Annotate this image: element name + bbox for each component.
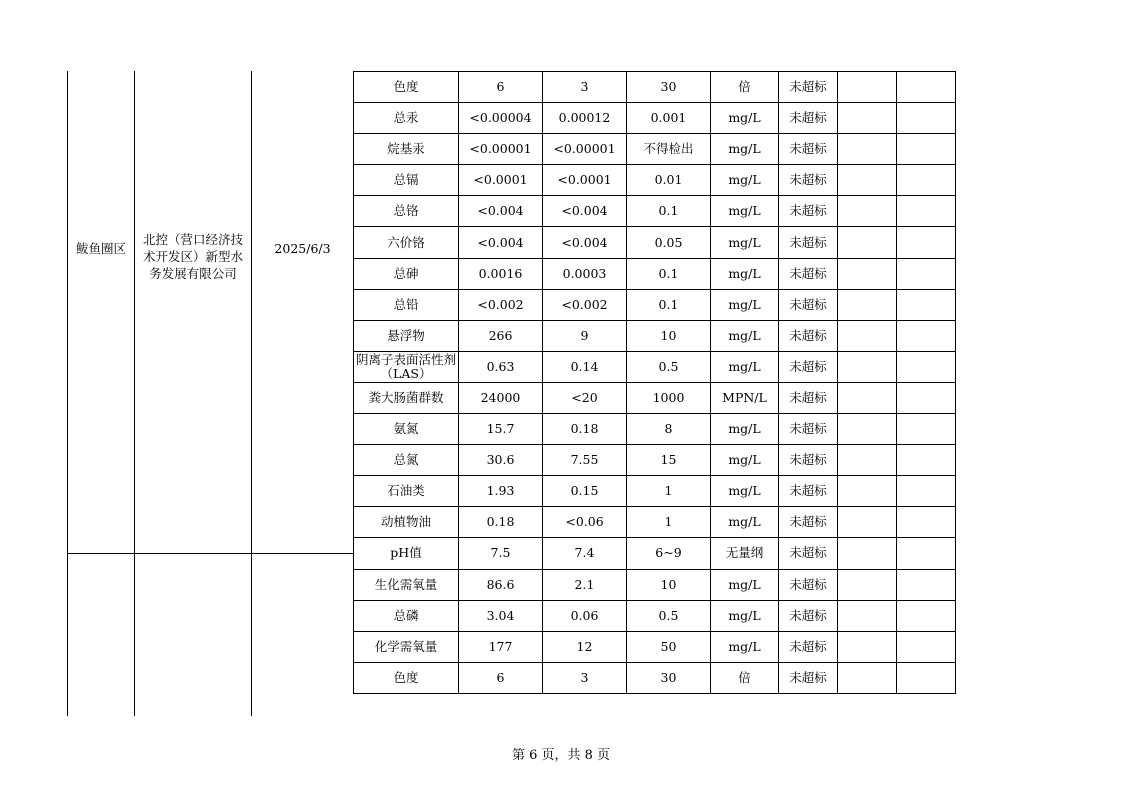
cell-limit: 30 xyxy=(627,662,711,693)
cell-inlet: 0.0016 xyxy=(459,258,543,289)
cell-outlet: <0.06 xyxy=(543,507,627,538)
cell-empty xyxy=(838,631,897,662)
cell-outlet: <0.00001 xyxy=(543,134,627,165)
cell-result: 未超标 xyxy=(779,631,838,662)
table-row xyxy=(354,72,956,103)
left-border-3 xyxy=(251,71,252,716)
cell-inlet: 0.18 xyxy=(459,507,543,538)
cell-unit: 倍 xyxy=(711,662,779,693)
table-row xyxy=(354,476,956,507)
cell-inlet: 7.5 xyxy=(459,538,543,569)
cell-empty xyxy=(897,351,956,382)
cell-empty xyxy=(838,476,897,507)
cell-inlet: 6 xyxy=(459,662,543,693)
cell-limit: 0.01 xyxy=(627,165,711,196)
cell-unit: mg/L xyxy=(711,476,779,507)
cell-item: 总镉 xyxy=(354,165,459,196)
cell-unit: mg/L xyxy=(711,507,779,538)
table-row xyxy=(354,569,956,600)
cell-item: 化学需氧量 xyxy=(354,631,459,662)
cell-limit: 6~9 xyxy=(627,538,711,569)
cell-result: 未超标 xyxy=(779,103,838,134)
cell-empty xyxy=(838,538,897,569)
cell-inlet: 6 xyxy=(459,72,543,103)
cell-empty xyxy=(838,569,897,600)
cell-limit: 8 xyxy=(627,414,711,445)
cell-empty xyxy=(897,227,956,258)
cell-empty xyxy=(897,382,956,413)
cell-limit: 0.5 xyxy=(627,600,711,631)
cell-item: 总磷 xyxy=(354,600,459,631)
cell-limit: 10 xyxy=(627,320,711,351)
cell-empty xyxy=(838,382,897,413)
cell-unit: mg/L xyxy=(711,196,779,227)
cell-outlet: 3 xyxy=(543,72,627,103)
cell-unit: mg/L xyxy=(711,631,779,662)
table-row xyxy=(354,414,956,445)
cell-inlet: <0.0001 xyxy=(459,165,543,196)
cell-empty xyxy=(897,165,956,196)
cell-limit: 0.05 xyxy=(627,227,711,258)
cell-outlet: 0.14 xyxy=(543,351,627,382)
cell-unit: mg/L xyxy=(711,445,779,476)
table-row xyxy=(354,165,956,196)
cell-outlet: <0.004 xyxy=(543,196,627,227)
table-row xyxy=(354,600,956,631)
cell-empty xyxy=(838,134,897,165)
cell-empty xyxy=(897,414,956,445)
cell-limit: 10 xyxy=(627,569,711,600)
cell-result: 未超标 xyxy=(779,382,838,413)
cell-unit: 倍 xyxy=(711,72,779,103)
cell-result: 未超标 xyxy=(779,445,838,476)
table-row xyxy=(354,289,956,320)
cell-result: 未超标 xyxy=(779,351,838,382)
cell-empty xyxy=(838,72,897,103)
cell-outlet: 0.00012 xyxy=(543,103,627,134)
table-row xyxy=(354,538,956,569)
cell-empty xyxy=(897,72,956,103)
cell-inlet: 30.6 xyxy=(459,445,543,476)
cell-empty xyxy=(897,569,956,600)
cell-limit: 0.5 xyxy=(627,351,711,382)
cell-result: 未超标 xyxy=(779,569,838,600)
cell-unit: mg/L xyxy=(711,134,779,165)
cell-item: 粪大肠菌群数 xyxy=(354,382,459,413)
cell-item: pH值 xyxy=(354,538,459,569)
cell-item: 阴离子表面活性剂（LAS） xyxy=(354,351,459,382)
cell-result: 未超标 xyxy=(779,414,838,445)
cell-empty xyxy=(897,103,956,134)
table-row xyxy=(354,320,956,351)
cell-outlet: <0.0001 xyxy=(543,165,627,196)
cell-inlet: <0.004 xyxy=(459,196,543,227)
cell-result: 未超标 xyxy=(779,289,838,320)
cell-limit: 50 xyxy=(627,631,711,662)
cell-inlet: <0.004 xyxy=(459,227,543,258)
cell-inlet: 3.04 xyxy=(459,600,543,631)
cell-outlet: <0.004 xyxy=(543,227,627,258)
cell-result: 未超标 xyxy=(779,600,838,631)
cell-outlet: 7.55 xyxy=(543,445,627,476)
cell-empty xyxy=(897,196,956,227)
cell-inlet: <0.002 xyxy=(459,289,543,320)
cell-result: 未超标 xyxy=(779,258,838,289)
cell-item: 总砷 xyxy=(354,258,459,289)
cell-empty xyxy=(838,445,897,476)
cell-inlet: 24000 xyxy=(459,382,543,413)
table-row xyxy=(354,631,956,662)
cell-empty xyxy=(897,445,956,476)
cell-inlet: 0.63 xyxy=(459,351,543,382)
cell-unit: mg/L xyxy=(711,351,779,382)
cell-outlet: <0.002 xyxy=(543,289,627,320)
page-footer: 第 6 页，共 8 页 xyxy=(511,748,611,763)
cell-empty xyxy=(897,507,956,538)
cell-outlet: 7.4 xyxy=(543,538,627,569)
table-row xyxy=(354,662,956,693)
cell-outlet: <20 xyxy=(543,382,627,413)
cell-inlet: 266 xyxy=(459,320,543,351)
table-row xyxy=(354,103,956,134)
cell-limit: 15 xyxy=(627,445,711,476)
cell-limit: 1 xyxy=(627,476,711,507)
table-row xyxy=(354,351,956,382)
cell-empty xyxy=(897,600,956,631)
cell-outlet: 0.18 xyxy=(543,414,627,445)
cell-inlet: 86.6 xyxy=(459,569,543,600)
cell-item: 动植物油 xyxy=(354,507,459,538)
table-row xyxy=(354,258,956,289)
cell-outlet: 0.06 xyxy=(543,600,627,631)
district-cell: 鲅鱼圈区 xyxy=(75,241,126,256)
cell-result: 未超标 xyxy=(779,72,838,103)
date-cell: 2025/6/3 xyxy=(274,241,331,256)
cell-empty xyxy=(897,258,956,289)
cell-item: 总氮 xyxy=(354,445,459,476)
cell-empty xyxy=(838,196,897,227)
cell-empty xyxy=(838,600,897,631)
cell-empty xyxy=(897,662,956,693)
cell-empty xyxy=(897,289,956,320)
cell-item: 总铬 xyxy=(354,196,459,227)
cell-item: 烷基汞 xyxy=(354,134,459,165)
cell-limit: 0.1 xyxy=(627,258,711,289)
cell-unit: mg/L xyxy=(711,103,779,134)
cell-limit: 0.1 xyxy=(627,196,711,227)
cell-inlet: 177 xyxy=(459,631,543,662)
table-row xyxy=(354,196,956,227)
cell-item: 生化需氧量 xyxy=(354,569,459,600)
left-border-2 xyxy=(134,71,135,716)
cell-outlet: 2.1 xyxy=(543,569,627,600)
table-row xyxy=(354,382,956,413)
table-row xyxy=(354,227,956,258)
cell-empty xyxy=(838,289,897,320)
cell-result: 未超标 xyxy=(779,320,838,351)
cell-inlet: <0.00004 xyxy=(459,103,543,134)
cell-outlet: 0.15 xyxy=(543,476,627,507)
cell-limit: 不得检出 xyxy=(627,134,711,165)
cell-item: 总铅 xyxy=(354,289,459,320)
cell-item: 悬浮物 xyxy=(354,320,459,351)
cell-empty xyxy=(838,320,897,351)
cell-empty xyxy=(897,538,956,569)
cell-result: 未超标 xyxy=(779,507,838,538)
cell-result: 未超标 xyxy=(779,538,838,569)
cell-empty xyxy=(838,165,897,196)
cell-empty xyxy=(838,662,897,693)
cell-limit: 1 xyxy=(627,507,711,538)
cell-inlet: <0.00001 xyxy=(459,134,543,165)
cell-unit: mg/L xyxy=(711,227,779,258)
cell-empty xyxy=(897,476,956,507)
cell-outlet: 12 xyxy=(543,631,627,662)
cell-unit: mg/L xyxy=(711,569,779,600)
cell-item: 色度 xyxy=(354,72,459,103)
cell-item: 六价铬 xyxy=(354,227,459,258)
cell-unit: 无量纲 xyxy=(711,538,779,569)
cell-unit: mg/L xyxy=(711,258,779,289)
cell-empty xyxy=(897,320,956,351)
cell-inlet: 15.7 xyxy=(459,414,543,445)
cell-unit: mg/L xyxy=(711,600,779,631)
cell-result: 未超标 xyxy=(779,196,838,227)
cell-outlet: 9 xyxy=(543,320,627,351)
cell-unit: mg/L xyxy=(711,165,779,196)
cell-empty xyxy=(897,631,956,662)
cell-item: 石油类 xyxy=(354,476,459,507)
cell-outlet: 0.0003 xyxy=(543,258,627,289)
cell-outlet: 3 xyxy=(543,662,627,693)
cell-inlet: 1.93 xyxy=(459,476,543,507)
cell-item: 色度 xyxy=(354,662,459,693)
cell-result: 未超标 xyxy=(779,476,838,507)
cell-empty xyxy=(838,103,897,134)
monitoring-table xyxy=(353,71,956,694)
company-cell: 北控（营口经济技术开发区）新型水务发展有限公司 xyxy=(142,232,243,281)
cell-limit: 30 xyxy=(627,72,711,103)
cell-limit: 0.001 xyxy=(627,103,711,134)
cell-item: 总汞 xyxy=(354,103,459,134)
cell-result: 未超标 xyxy=(779,662,838,693)
cell-empty xyxy=(838,227,897,258)
table-row xyxy=(354,134,956,165)
cell-empty xyxy=(838,414,897,445)
cell-empty xyxy=(838,351,897,382)
cell-unit: mg/L xyxy=(711,320,779,351)
cell-result: 未超标 xyxy=(779,134,838,165)
cell-limit: 0.1 xyxy=(627,289,711,320)
table-row xyxy=(354,445,956,476)
cell-result: 未超标 xyxy=(779,227,838,258)
cell-unit: mg/L xyxy=(711,414,779,445)
cell-limit: 1000 xyxy=(627,382,711,413)
cell-result: 未超标 xyxy=(779,165,838,196)
cell-empty xyxy=(838,258,897,289)
cell-unit: mg/L xyxy=(711,289,779,320)
cell-item: 氨氮 xyxy=(354,414,459,445)
cell-empty xyxy=(897,134,956,165)
group-divider xyxy=(67,553,354,554)
left-border-1 xyxy=(67,71,68,716)
table-row xyxy=(354,507,956,538)
cell-empty xyxy=(838,507,897,538)
cell-unit: MPN/L xyxy=(711,382,779,413)
